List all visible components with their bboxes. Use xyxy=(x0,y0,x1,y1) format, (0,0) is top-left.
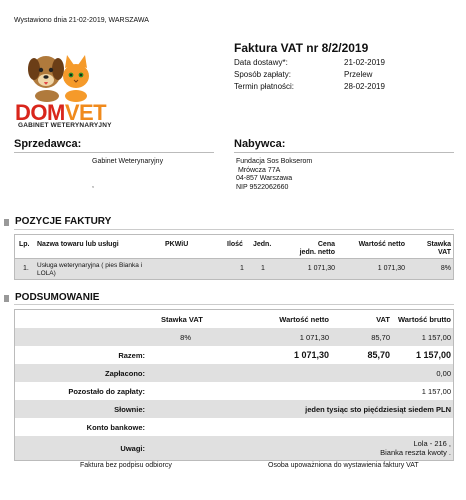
summary-notes-value xyxy=(315,439,451,457)
footer-recipient-note: Faktura bez podpisu odbiorcy xyxy=(80,462,172,469)
summary-remaining-label: Pozostało do zapłaty: xyxy=(68,387,145,396)
seller-address: , xyxy=(92,182,94,189)
summary-rate-net: 1 071,30 xyxy=(299,333,329,342)
brand-vet: VET xyxy=(64,100,107,125)
summary-section-divider xyxy=(14,304,454,305)
col-rate xyxy=(415,241,451,257)
summary-total-gross: 1 157,00 xyxy=(415,350,451,360)
brand-dom: DOM xyxy=(15,100,65,125)
summary-remaining-value: 1 157,00 xyxy=(421,387,451,396)
notes-line1: Lola - 216 , xyxy=(413,439,451,448)
summary-col-gross: Wartość brutto xyxy=(397,315,451,324)
summary-total-label: Razem: xyxy=(118,351,145,360)
seller-divider xyxy=(14,152,214,153)
summary-paid-value: 0,00 xyxy=(436,369,451,378)
summary-paid-label: Zapłacono: xyxy=(104,369,145,378)
buyer-line: Fundacja Sos Bokserom xyxy=(236,158,313,165)
col-lp: Lp. xyxy=(19,241,30,248)
buyer-line: 04-857 Warszawa xyxy=(236,175,293,182)
buyer-details xyxy=(236,158,312,192)
seller-name: Gabinet Weterynaryjny xyxy=(92,158,164,165)
dog-and-cat-icon xyxy=(14,42,114,102)
items-table xyxy=(14,234,454,280)
summary-col-vat: VAT xyxy=(376,315,390,324)
cell-price: 1 071,30 xyxy=(307,265,335,272)
summary-notes-label: Uwagi: xyxy=(120,444,145,453)
summary-col-net: Wartość netto xyxy=(279,315,329,324)
col-rate-line1: Stawka xyxy=(426,241,451,248)
items-section-title: POZYCJE FAKTURY xyxy=(8,216,111,227)
col-price-line1: Cena xyxy=(317,241,335,248)
summary-words-label: Słownie: xyxy=(114,405,145,414)
invoice-title: Faktura VAT nr 8/2/2019 xyxy=(234,41,369,55)
items-section-divider xyxy=(14,229,454,230)
buyer-heading: Nabywca: xyxy=(234,138,286,150)
summary-rate: 8% xyxy=(180,333,191,342)
col-net: Wartość netto xyxy=(358,241,405,248)
issue-date-place: Wystawiono dnia 21-02-2019, WARSZAWA xyxy=(14,17,149,24)
summary-rate-gross: 1 157,00 xyxy=(421,333,451,342)
col-rate-line2: VAT xyxy=(438,249,451,256)
summary-notes-row xyxy=(15,436,453,460)
summary-total-net: 1 071,30 xyxy=(293,350,329,360)
summary-bank-label: Konto bankowe: xyxy=(86,423,145,432)
col-pkwiu: PKWiU xyxy=(165,241,189,248)
summary-col-rate: Stawka VAT xyxy=(161,315,203,324)
col-price-line2: jedn. netto xyxy=(299,249,335,256)
notes-line2: Bianka reszta kwoty . xyxy=(380,448,451,457)
footer-issuer-note: Osoba upoważniona do wystawienia faktury VAT xyxy=(268,462,419,469)
buyer-divider xyxy=(234,152,454,153)
seller-heading: Sprzedawca: xyxy=(14,138,82,150)
summary-paid-row xyxy=(15,364,453,382)
col-qty: Ilość xyxy=(227,241,243,248)
summary-rate-vat: 85,70 xyxy=(371,333,390,342)
col-name: Nazwa towaru lub usługi xyxy=(37,241,119,248)
col-unit: Jedn. xyxy=(253,241,272,248)
summary-words-row xyxy=(15,400,453,418)
cell-rate: 8% xyxy=(440,265,451,272)
summary-header-row xyxy=(15,310,453,328)
buyer-line: Mrówcza 77A xyxy=(236,166,281,174)
meta-label: Sposób zapłaty: xyxy=(234,70,291,79)
meta-value: 21-02-2019 xyxy=(344,58,385,67)
summary-rate-row xyxy=(15,328,453,346)
summary-remaining-row xyxy=(15,382,453,400)
summary-section-title: PODSUMOWANIE xyxy=(8,292,99,303)
summary-bank-row xyxy=(15,418,453,436)
summary-words-value: jeden tysiąc sto pięćdziesiąt siedem PLN xyxy=(305,405,451,414)
cell-qty: 1 xyxy=(240,265,244,272)
cell-net: 1 071,30 xyxy=(377,265,405,272)
items-table-header xyxy=(15,235,453,259)
cell-name-line2: LOLA) xyxy=(37,270,56,277)
meta-value: 28-02-2019 xyxy=(344,82,385,91)
summary-total-row xyxy=(15,346,453,364)
cell-unit: 1 xyxy=(261,265,265,272)
cell-name-line1: Usługa weterynaryjna ( pies Bianka i xyxy=(37,262,143,269)
buyer-line: NIP 9522062660 xyxy=(236,183,289,191)
cell-name xyxy=(37,262,142,278)
meta-value: Przelew xyxy=(344,70,373,79)
meta-label: Termin płatności: xyxy=(234,82,295,91)
cell-lp: 1. xyxy=(23,265,29,272)
summary-table xyxy=(14,309,454,461)
brand-subtitle: GABINET WETERYNARYJNY xyxy=(18,122,112,129)
meta-label: Data dostawy*: xyxy=(234,58,288,67)
table-row xyxy=(15,259,453,279)
summary-total-vat: 85,70 xyxy=(367,350,390,360)
col-price xyxy=(295,241,335,257)
